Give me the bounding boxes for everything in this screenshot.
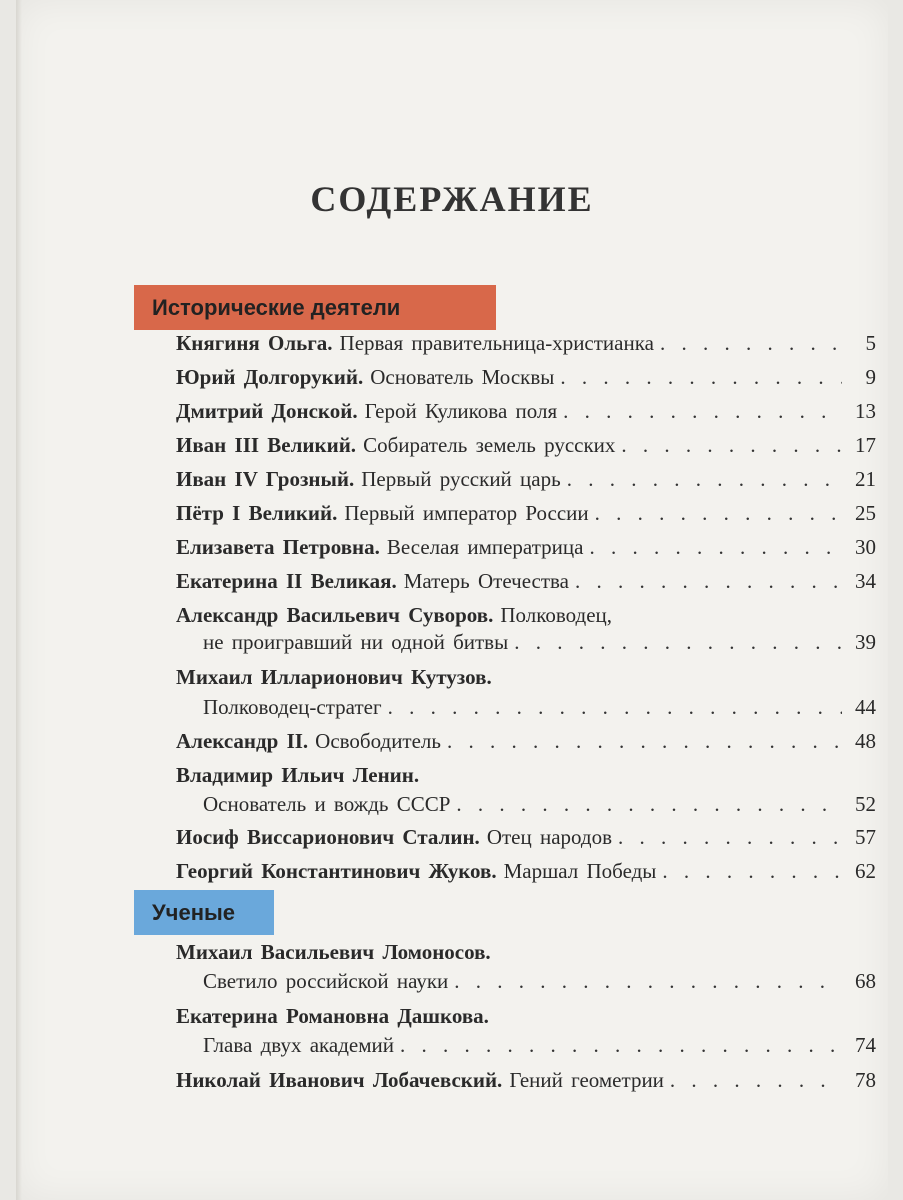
entry-page: 34 [855, 569, 876, 593]
leader-dots [589, 530, 842, 564]
entry-page: 62 [855, 859, 876, 883]
leader-dots [621, 428, 842, 462]
entry-page: 25 [855, 501, 876, 525]
entry-desc-continued: Глава двух академий [203, 1033, 395, 1057]
toc-entry[interactable] [176, 394, 876, 428]
entry-name: Александр Васильевич Суворов. [176, 603, 494, 627]
entry-page: 57 [855, 825, 876, 849]
entry-desc: Гений геометрии [509, 1068, 664, 1092]
entry-desc-continued: Основатель и вождь СССР [203, 792, 451, 816]
entry-name: Михаил Илларионович Кутузов. [176, 665, 492, 689]
toc-entry-line2[interactable] [203, 1028, 876, 1062]
toc-entry-line2[interactable] [203, 690, 876, 724]
entry-desc: Освободитель [315, 729, 441, 753]
entry-desc: Полководец, [500, 603, 613, 627]
toc-entry-line1[interactable] [176, 660, 876, 694]
entry-desc: Веселая императрица [386, 535, 584, 559]
entry-name: Елизавета Петровна. [176, 535, 380, 559]
entry-desc-continued: не проигравший ни одной битвы [203, 630, 509, 654]
entry-desc: Отец народов [486, 825, 613, 849]
toc-entry-line2[interactable] [203, 625, 876, 659]
entry-name: Юрий Долгорукий. [176, 365, 364, 389]
entry-name: Георгий Константинович Жуков. [176, 859, 497, 883]
entry-name: Владимир Ильич Ленин. [176, 763, 420, 787]
toc-entry[interactable] [176, 462, 876, 496]
leader-dots [595, 496, 842, 530]
toc-entry[interactable] [176, 854, 876, 888]
toc-entry[interactable] [176, 1063, 876, 1097]
entry-page: 44 [855, 695, 876, 719]
entry-page: 30 [855, 535, 876, 559]
entry-desc: Собиратель земель русских [363, 433, 616, 457]
entry-page: 5 [865, 331, 876, 355]
entry-page: 13 [855, 399, 876, 423]
entry-name: Николай Иванович Лобачевский. [176, 1068, 503, 1092]
toc-entry-line2[interactable] [203, 964, 876, 998]
leader-dots [456, 787, 842, 821]
leader-dots [670, 1063, 842, 1097]
section-historical-figures: Исторические деятели [134, 285, 496, 330]
toc-entry-line2[interactable] [203, 787, 876, 821]
entry-name: Иван III Великий. [176, 433, 357, 457]
book-page [16, 0, 888, 1200]
entry-desc: Основатель Москвы [370, 365, 555, 389]
entry-desc-continued: Светило российской науки [203, 969, 449, 993]
entry-name: Александр II. [176, 729, 309, 753]
entry-page: 68 [855, 969, 876, 993]
leader-dots [618, 820, 842, 854]
entry-desc: Герой Куликова поля [364, 399, 558, 423]
leader-dots [662, 854, 842, 888]
entry-page: 74 [855, 1033, 876, 1057]
leader-dots [400, 1028, 842, 1062]
leader-dots [388, 690, 842, 724]
entry-desc-continued: Полководец-стратег [203, 695, 382, 719]
entry-name: Иосиф Виссарионович Сталин. [176, 825, 480, 849]
entry-page: 78 [855, 1068, 876, 1092]
toc-entry[interactable] [176, 564, 876, 598]
entry-name: Михаил Васильевич Ломоносов. [176, 940, 491, 964]
entry-name: Княгиня Ольга. [176, 331, 333, 355]
section-scientists: Ученые [134, 890, 274, 935]
entry-desc: Маршал Победы [503, 859, 657, 883]
entry-name: Дмитрий Донской. [176, 399, 358, 423]
entry-desc: Первый император России [344, 501, 589, 525]
leader-dots [567, 462, 842, 496]
leader-dots [563, 394, 842, 428]
entry-page: 17 [855, 433, 876, 457]
entry-page: 39 [855, 630, 876, 654]
entry-name: Иван IV Грозный. [176, 467, 355, 491]
toc-entry[interactable] [176, 496, 876, 530]
page-title: СОДЕРЖАНИЕ [310, 179, 594, 219]
entry-desc: Первый русский царь [361, 467, 561, 491]
toc-entry[interactable] [176, 530, 876, 564]
entry-desc: Первая правительница-христианка [339, 331, 654, 355]
entry-name: Екатерина II Великая. [176, 569, 397, 593]
toc-entry[interactable] [176, 428, 876, 462]
leader-dots [447, 724, 842, 758]
toc-entry[interactable] [176, 326, 876, 360]
entry-desc: Матерь Отечества [403, 569, 569, 593]
toc-entry[interactable] [176, 820, 876, 854]
toc-entry[interactable] [176, 360, 876, 394]
toc-entry[interactable] [176, 724, 876, 758]
entry-name: Пётр I Великий. [176, 501, 338, 525]
entry-page: 48 [855, 729, 876, 753]
entry-page: 52 [855, 792, 876, 816]
leader-dots [454, 964, 842, 998]
entry-name: Екатерина Романовна Дашкова. [176, 1004, 489, 1028]
entry-page: 9 [865, 365, 876, 389]
leader-dots [575, 564, 842, 598]
entry-page: 21 [855, 467, 876, 491]
leader-dots [560, 360, 842, 394]
leader-dots [660, 326, 842, 360]
leader-dots [514, 625, 842, 659]
